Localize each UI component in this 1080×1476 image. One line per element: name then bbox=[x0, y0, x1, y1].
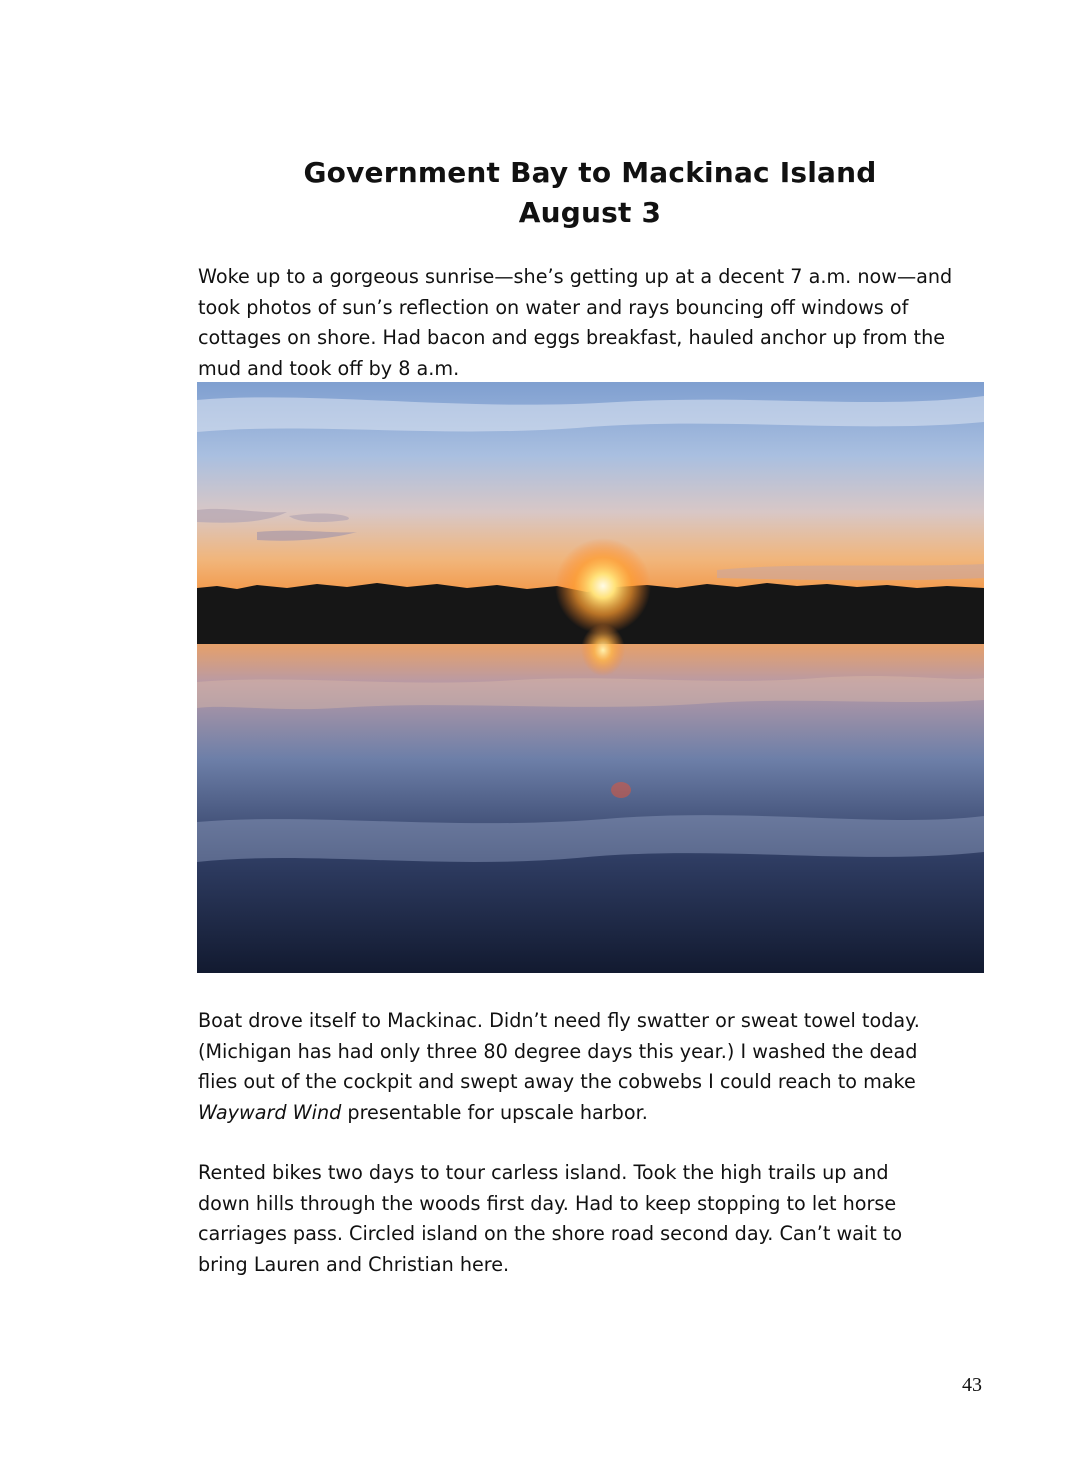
sunrise-photo bbox=[197, 382, 984, 973]
boat-name: Wayward Wind bbox=[198, 1100, 342, 1124]
paragraph-line-rest: presentable for upscale harbor. bbox=[341, 1100, 648, 1124]
paragraph-line: Rented bikes two days to tour carless island. Took the high trails up and bbox=[198, 1161, 889, 1184]
paragraph-bikes bbox=[198, 1158, 998, 1280]
paragraph-line: down hills through the woods first day. Had to keep stopping to let horse bbox=[198, 1191, 897, 1215]
paragraph-line: (Michigan has had only three 80 degree days this year.) I washed the dead bbox=[198, 1039, 918, 1063]
paragraph-line: flies out of the cockpit and swept away the cobwebs I could reach to make bbox=[198, 1070, 916, 1093]
page-number: 43 bbox=[962, 1374, 982, 1396]
paragraph-line: carriages pass. Circled island on the shore road second day. Can’t wait to bbox=[198, 1222, 903, 1245]
paragraph-line: mud and took off by 8 a.m. bbox=[198, 356, 460, 380]
paragraph-line: bring Lauren and Christian here. bbox=[198, 1252, 510, 1276]
paragraph-line: cottages on shore. Had bacon and eggs breakfast, hauled anchor up from the bbox=[198, 326, 946, 349]
paragraph-morning bbox=[198, 262, 998, 382]
paragraph-line: took photos of sun’s reflection on water and rays bouncing off windows of bbox=[198, 295, 909, 319]
page-date: August 3 bbox=[518, 196, 662, 229]
paragraph-voyage bbox=[198, 1006, 998, 1128]
paragraph-line bbox=[198, 1098, 998, 1129]
page-title: Government Bay to Mackinac Island bbox=[303, 156, 877, 189]
paragraph-line: Boat drove itself to Mackinac. Didn’t need fly swatter or sweat towel today. bbox=[198, 1009, 920, 1032]
paragraph-line: Woke up to a gorgeous sunrise—she’s getting up at a decent 7 a.m. now—and bbox=[198, 265, 953, 288]
